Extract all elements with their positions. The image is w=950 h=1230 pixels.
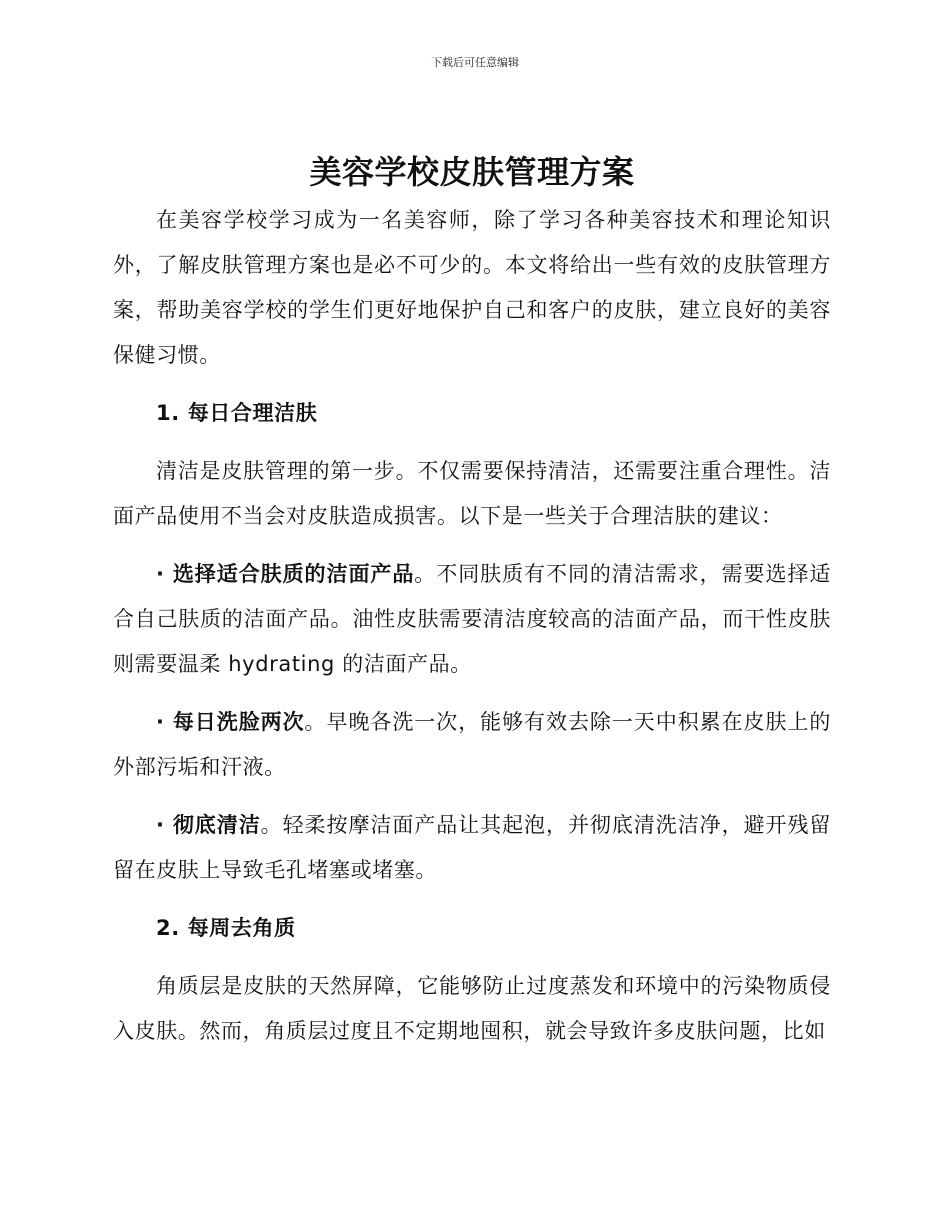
intro-paragraph: 在美容学校学习成为一名美容师，除了学习各种美容技术和理论知识外，了解皮肤管理方案也是必不可少的。本文将给出一些有效的皮肤管理方案，帮助美容学校的学生们更好地保护自己和客户的皮肤，建立良好的美容保健习惯。 <box>113 208 831 367</box>
bullet-lead: · 彻底清洁 <box>156 813 261 837</box>
document-body <box>113 148 831 1054</box>
spacer <box>113 539 831 552</box>
section-2-heading: 2. 每周去角质 <box>156 916 296 940</box>
spacer <box>113 687 831 700</box>
bullet-item <box>113 700 831 790</box>
bullet-text: 。不同肤质有不同的清洁需求，需要选择适合自己肤质的洁面产品。油性皮肤需要清洁度较高的洁面产品，而干性皮肤则需要温柔 hydrating 的洁面产品。 <box>113 562 831 676</box>
spacer <box>113 378 831 391</box>
spacer <box>113 951 831 964</box>
section-1-intro: 清洁是皮肤管理的第一步。不仅需要保持清洁，还需要注重合理性。洁面产品使用不当会对皮肤造成损害。以下是一些关于合理洁肤的建议： <box>113 459 831 528</box>
bullet-item <box>113 552 831 687</box>
bullet-lead: · 每日洗脸两次 <box>156 710 305 734</box>
spacer <box>113 790 831 803</box>
section-2-intro: 角质层是皮肤的天然屏障，它能够防止过度蒸发和环境中的污染物质侵入皮肤。然而，角质层过度且不定期地囤积，就会导致许多皮肤问题，比如 <box>113 974 831 1043</box>
bullet-item <box>113 803 831 893</box>
bullet-text: 。早晚各洗一次，能够有效去除一天中积累在皮肤上的外部污垢和汗液。 <box>113 710 831 779</box>
spacer <box>113 893 831 906</box>
section-1-heading: 1. 每日合理洁肤 <box>156 401 318 425</box>
header-note: 下载后可任意编辑 <box>431 56 519 69</box>
spacer <box>113 436 831 449</box>
document-title: 美容学校皮肤管理方案 <box>309 153 635 191</box>
bullet-lead: · 选择适合肤质的洁面产品 <box>156 562 415 586</box>
bullet-text: 。轻柔按摩洁面产品让其起泡，并彻底清洗洁净，避开残留留在皮肤上导致毛孔堵塞或堵塞。 <box>113 813 831 882</box>
